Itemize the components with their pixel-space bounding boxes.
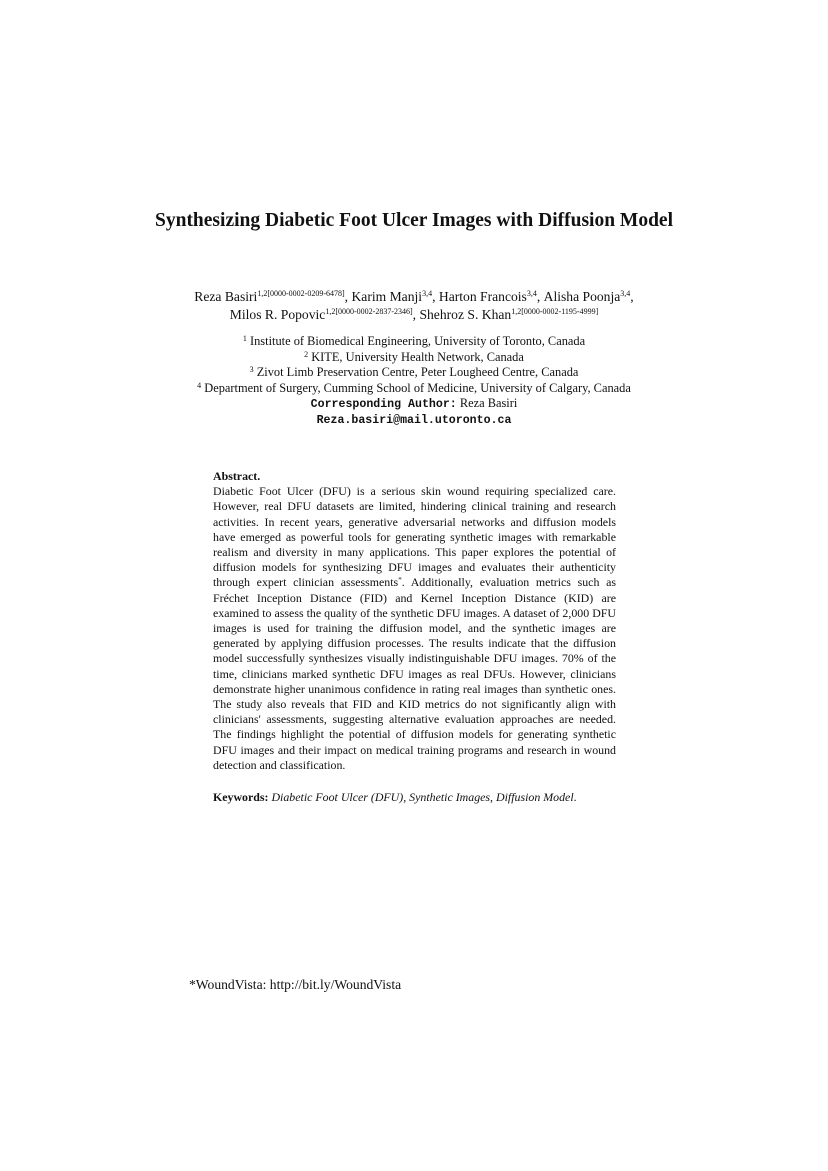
corresponding-author-name: Reza Basiri [456, 396, 518, 411]
affiliation-text: Department of Surgery, Cumming School of Medicine, University of Calgary, Canada [201, 380, 631, 395]
author-affiliation-marker: 3,4 [620, 289, 631, 298]
author-separator: , [432, 289, 439, 304]
corresponding-email: Reza.basiri@mail.utoronto.ca [316, 413, 512, 427]
author-2 [351, 289, 438, 304]
affiliation-text: KITE, University Health Network, Canada [308, 349, 524, 364]
affiliation-marker: 2 [304, 349, 309, 359]
author-6 [419, 307, 598, 322]
abstract-text: . Additionally, evaluation metrics such as Fréchet Inception Distance (FID) and Kernel Inception Distance (KID) are examined to assess the quality of the synthetic DFU images. A dataset of 2,000 DFU images is used for training the diffusion model, and the synthetic images are generated by applying diffusion processes. The results indicate that the diffusion model successfully synthesizes visually indistinguishable DFU images. 70% of the time, clinicians marked synthetic DFU images as real DFUs. However, clinicians demonstrate higher unanimous confidence in rating real images than synthetic ones. The study also reveals that FID and KID metrics do not significantly align with clinicians' assessments, suggesting alternative evaluation approaches are needed. The findings highlight the potential of diffusion models for generating synthetic DFU images and their impact on medical training programs and research in wound detection and classification. [213, 575, 616, 772]
author-name: Shehroz S. Khan [419, 307, 512, 322]
author-list [150, 288, 678, 324]
author-name: Reza Basiri [194, 289, 258, 304]
corresponding-author-label: Corresponding Author: [310, 398, 457, 412]
affiliation-3 [150, 365, 678, 381]
keywords-values: Diabetic Foot Ulcer (DFU), Synthetic Images, Diffusion Model [271, 790, 574, 804]
affiliation-text: Zivot Limb Preservation Centre, Peter Lougheed Centre, Canada [253, 365, 579, 380]
author-affiliation-marker: 3,4 [422, 289, 433, 298]
affiliation-marker: 3 [249, 365, 254, 375]
author-affiliation-marker: 1,2[0000-0002-0209-6478] [257, 289, 345, 298]
author-separator: , [630, 289, 634, 304]
author-4 [544, 289, 634, 304]
author-5 [230, 307, 420, 322]
author-name: Harton Francois [438, 289, 527, 304]
keywords-label: Keywords: [213, 790, 269, 804]
author-3 [439, 289, 544, 304]
keywords [213, 790, 616, 805]
author-name: Milos R. Popovic [229, 307, 326, 322]
author-affiliation-marker: 1,2[0000-0002-1195-4999] [511, 307, 599, 316]
affiliation-4 [150, 381, 678, 397]
author-affiliation-marker: 1,2[0000-0002-2837-2346] [325, 307, 413, 316]
affiliation-2 [150, 350, 678, 366]
footnote: *WoundVista: http://bit.ly/WoundVista [189, 977, 402, 992]
affiliation-1 [150, 334, 678, 350]
author-affiliation-marker: 3,4 [526, 289, 537, 298]
author-separator: , [344, 289, 352, 304]
footnote-marker: * [398, 576, 402, 585]
abstract-text: Diabetic Foot Ulcer (DFU) is a serious skin wound requiring specialized care. However, real DFU datasets are limited, hindering clinical training and research activities. In recent years, generative adversarial networks and diffusion models have emerged as powerful tools for generating synthetic images with remarkable realism and diversity in many applications. This paper explores the potential of diffusion models for synthesizing DFU images and evaluates their authenticity through expert clinician assessments [213, 484, 616, 590]
corresponding-author [150, 396, 678, 413]
author-name: Alisha Poonja [543, 289, 621, 304]
affiliation-marker: 1 [242, 334, 247, 343]
author-name: Karim Manji [351, 289, 423, 304]
abstract [213, 469, 616, 773]
paper-title: Synthesizing Diabetic Foot Ulcer Images with Diffusion Model [155, 210, 673, 231]
author-separator: , [536, 289, 544, 304]
author-1 [194, 289, 351, 304]
abstract-body [213, 484, 616, 773]
keywords-end: . [573, 790, 577, 804]
abstract-heading: Abstract. [213, 469, 261, 483]
affiliation-text: Institute of Biomedical Engineering, University of Toronto, Canada [246, 334, 586, 348]
affiliation-marker: 4 [197, 380, 202, 390]
author-separator: , [412, 307, 420, 322]
affiliation-list [150, 334, 678, 429]
